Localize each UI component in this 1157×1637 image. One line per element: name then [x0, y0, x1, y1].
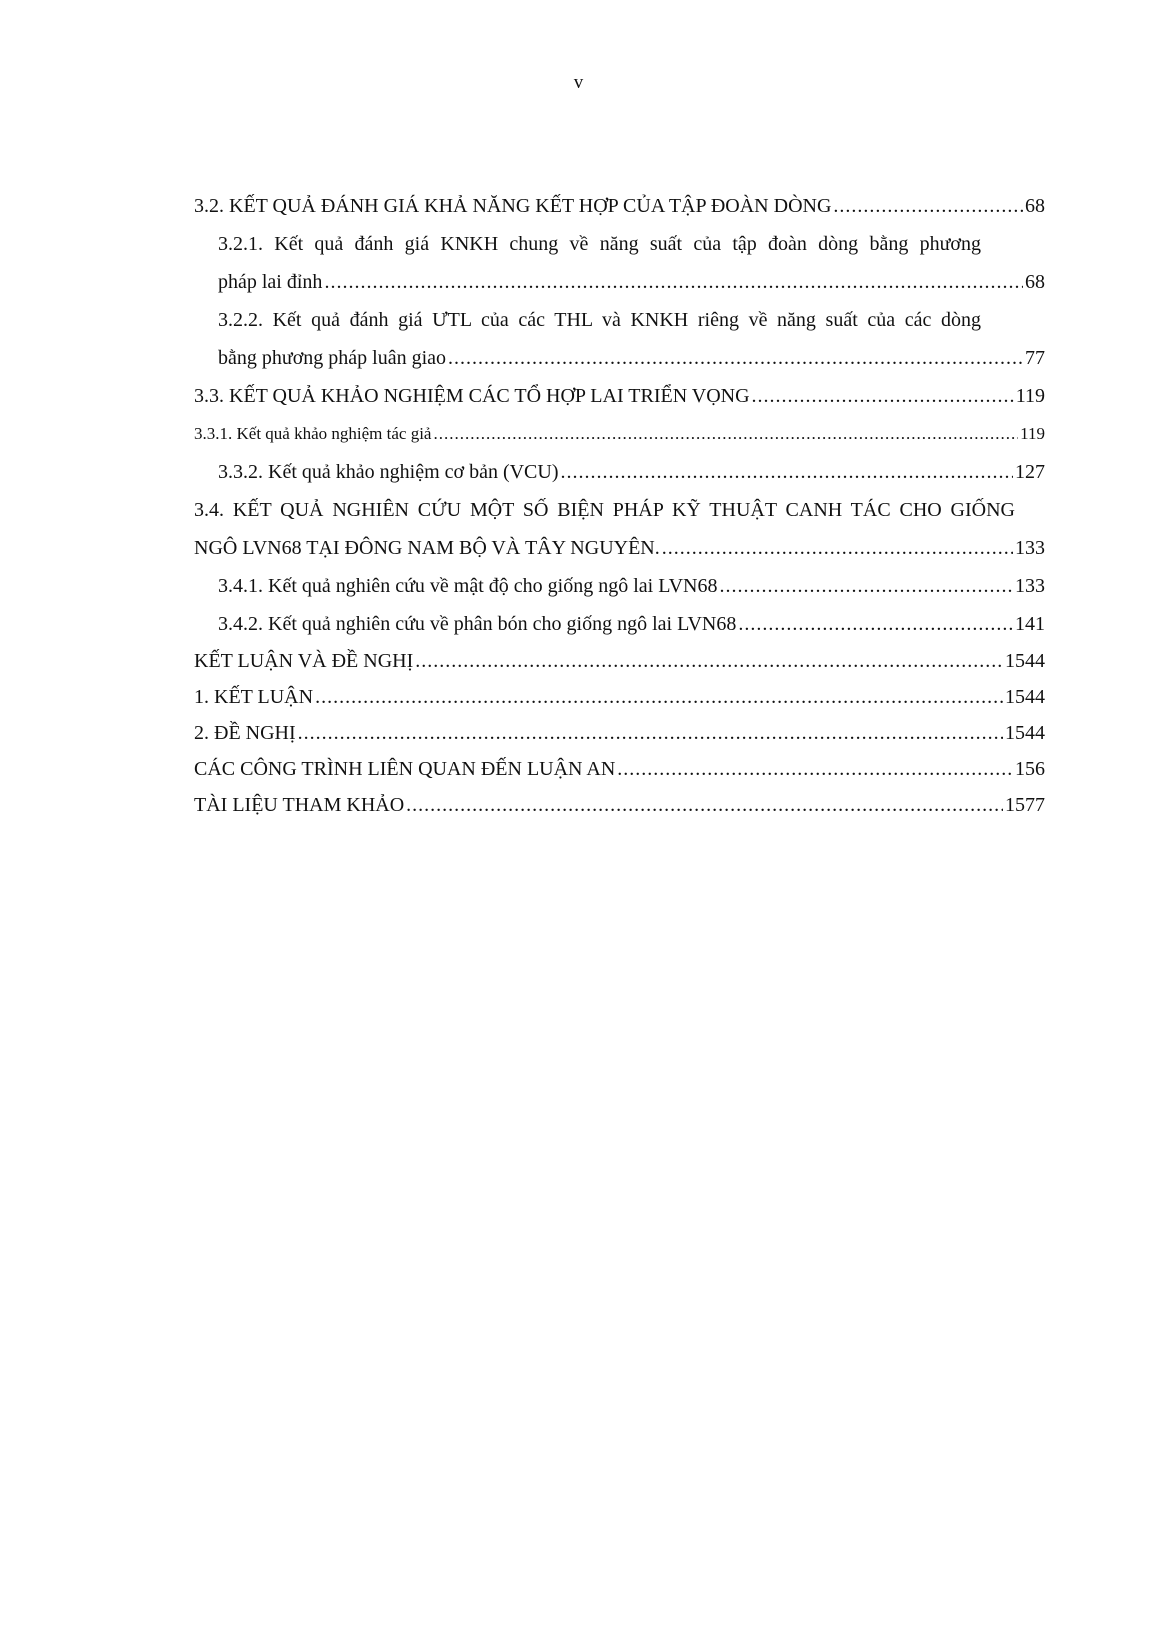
- toc-entry-title: 3.3.2. Kết quả khảo nghiệm cơ bản (VCU): [218, 461, 559, 483]
- toc-entry-title: 2. ĐỀ NGHỊ: [194, 722, 296, 744]
- toc-entry-title-line1: 3.2.1. Kết quả đánh giá KNKH chung về năng suất của tập đoàn dòng bằng phương: [218, 233, 981, 255]
- dot-leader: [833, 187, 1023, 225]
- toc-entry-page: 68: [1025, 195, 1045, 217]
- dot-leader: [433, 415, 1018, 453]
- toc-entry-title-line2: pháp lai đỉnh: [218, 271, 323, 293]
- toc-entry-cong-trinh[interactable]: [194, 751, 1045, 787]
- toc-entry-title: 1. KẾT LUẬN: [194, 686, 314, 708]
- toc-entry-page: 141: [1015, 613, 1045, 635]
- dot-leader: [406, 787, 1003, 823]
- toc-entry-ket-luan[interactable]: [194, 679, 1045, 715]
- dot-leader: [298, 715, 1003, 751]
- toc-entry-3-3[interactable]: [194, 377, 1045, 415]
- dot-leader: [324, 263, 1023, 301]
- toc-entry-page: 127: [1015, 461, 1045, 483]
- toc-entry-page: 77: [1025, 347, 1045, 369]
- toc-entry-title: 3.2. KẾT QUẢ ĐÁNH GIÁ KHẢ NĂNG KẾT HỢP CỦA TẬP ĐOÀN DÒNG: [194, 195, 832, 217]
- page-number: v: [573, 72, 584, 93]
- toc-entry-page: 1577: [1005, 794, 1045, 816]
- dot-leader: [662, 529, 1013, 567]
- toc-entry-page: 133: [1015, 575, 1045, 597]
- toc-entry-page: 1544: [1005, 722, 1045, 744]
- toc-entry-title-line1: 3.4. KẾT QUẢ NGHIÊN CỨU MỘT SỐ BIỆN PHÁP KỸ THUẬT CANH TÁC CHO GIỐNG: [194, 499, 1015, 521]
- dot-leader: [561, 453, 1014, 491]
- toc-entry-3-3-1[interactable]: [194, 415, 1045, 453]
- toc-entry-tai-lieu[interactable]: [194, 787, 1045, 823]
- toc-entry-3-3-2[interactable]: [194, 453, 1045, 491]
- toc-entry-title: 3.3.1. Kết quả khảo nghiệm tác giả: [194, 424, 432, 443]
- toc-entry-page: 119: [1020, 424, 1045, 443]
- toc-entry-title: CÁC CÔNG TRÌNH LIÊN QUAN ĐẾN LUẬN AN: [194, 758, 616, 780]
- dot-leader: [719, 567, 1013, 605]
- table-of-contents: [194, 187, 1045, 823]
- dot-leader: [415, 643, 1003, 679]
- toc-entry-title: KẾT LUẬN VÀ ĐỀ NGHỊ: [194, 650, 414, 672]
- toc-entry-title-line2: bằng phương pháp luân giao: [218, 347, 447, 369]
- toc-entry-3-4[interactable]: [194, 491, 1045, 567]
- toc-entry-page: 1544: [1005, 650, 1045, 672]
- toc-entry-title-line1: 3.2.2. Kết quả đánh giá ƯTL của các THL và KNKH riêng về năng suất của các dòng: [218, 309, 981, 331]
- toc-entry-title-line2: NGÔ LVN68 TẠI ĐÔNG NAM BỘ VÀ TÂY NGUYÊN.: [194, 537, 660, 559]
- toc-entry-de-nghi[interactable]: [194, 715, 1045, 751]
- toc-entry-3-4-1[interactable]: [194, 567, 1045, 605]
- toc-entry-page: 133: [1015, 537, 1045, 559]
- dot-leader: [738, 605, 1013, 643]
- toc-entry-page: 156: [1015, 758, 1045, 780]
- toc-entry-page: 119: [1015, 385, 1045, 407]
- toc-entry-3-2[interactable]: [194, 187, 1045, 225]
- toc-entry-3-2-1[interactable]: [194, 225, 1045, 301]
- dot-leader: [315, 679, 1003, 715]
- toc-entry-ket-luan-de-nghi[interactable]: [194, 643, 1045, 679]
- toc-entry-3-2-2[interactable]: [194, 301, 1045, 377]
- dot-leader: [448, 339, 1023, 377]
- toc-entry-title: TÀI LIỆU THAM KHẢO: [194, 794, 405, 816]
- toc-entry-title: 3.4.2. Kết quả nghiên cứu về phân bón cho giống ngô lai LVN68: [218, 613, 737, 635]
- dot-leader: [617, 751, 1013, 787]
- toc-entry-page: 68: [1025, 271, 1045, 293]
- dot-leader: [752, 377, 1014, 415]
- toc-entry-3-4-2[interactable]: [194, 605, 1045, 643]
- toc-entry-page: 1544: [1005, 686, 1045, 708]
- toc-entry-title: 3.4.1. Kết quả nghiên cứu về mật độ cho giống ngô lai LVN68: [218, 575, 718, 597]
- toc-entry-title: 3.3. KẾT QUẢ KHẢO NGHIỆM CÁC TỔ HỢP LAI TRIỂN VỌNG: [194, 385, 750, 407]
